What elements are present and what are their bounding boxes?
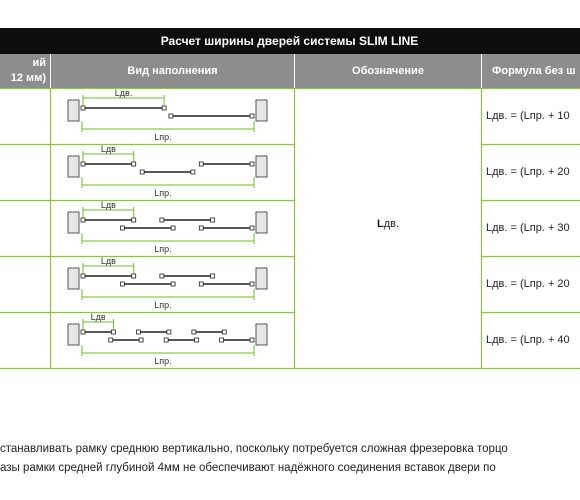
wall-left [68,156,79,177]
door-roller [250,338,254,342]
note-line-1: станавливать рамку среднюю вертикально, поскольку потребуется сложная фрезеровка торцо [0,443,508,455]
header-formula: Формула без ш [482,54,580,88]
door-roller [171,282,175,286]
door-roller [195,338,199,342]
door-roller [162,106,166,110]
door-roller [250,282,254,286]
door-diagram-row-5 [68,312,267,366]
designation-rest: дв. [383,218,400,230]
formula-row-3: Lдв. = (Lпр. + 30 [486,222,570,234]
wall-right [256,100,267,121]
opening-width-label: Lпр. [154,300,172,310]
door-diagram-row-1 [68,88,267,142]
door-roller [132,274,136,278]
door-diagram-row-4 [68,256,267,310]
header-thickness-line2: 12 мм) [10,72,46,84]
wall-left [68,268,79,289]
door-roller [191,170,195,174]
note-line-2: азы рамки средней глубиной 4мм не обеспечивают надёжного соединения вставок двери по [0,462,496,474]
door-width-label: Lдв [100,256,116,266]
door-width-label: Lдв [100,144,116,154]
door-roller [164,338,168,342]
table-title [0,28,580,54]
door-roller [81,330,85,334]
door-roller [167,330,171,334]
header-designation: Обозначение [295,54,481,88]
door-roller [109,338,113,342]
opening-width-label: Lпр. [154,132,172,142]
door-roller [160,218,164,222]
door-diagram-row-3 [68,200,267,254]
door-roller [139,338,143,342]
door-roller [160,274,164,278]
door-roller [81,162,85,166]
table-title-text: Расчет ширины дверей системы SLIM LINE [160,34,419,48]
wall-right [256,324,267,345]
opening-width-label: Lпр. [154,188,172,198]
door-roller [132,218,136,222]
door-roller [169,114,173,118]
door-roller [111,330,115,334]
wall-right [256,212,267,233]
door-roller [120,282,124,286]
door-roller [192,330,196,334]
door-roller [199,162,203,166]
door-width-label: Lдв. [114,88,133,98]
door-roller [81,218,85,222]
header-filling-type: Вид наполнения [51,54,294,88]
wall-right [256,156,267,177]
door-roller [211,218,215,222]
header-thickness-line1: ий [32,57,46,69]
formula-row-2: Lдв. = (Lпр. + 20 [486,166,570,178]
opening-width-label: Lпр. [154,244,172,254]
door-roller [250,162,254,166]
formula-row-5: Lдв. = (Lпр. + 40 [486,334,570,346]
door-roller [136,330,140,334]
door-roller [81,274,85,278]
door-width-label: Lдв [100,200,116,210]
wall-right [256,268,267,289]
wall-left [68,100,79,121]
door-roller [199,282,203,286]
door-diagram-row-2 [68,144,267,198]
wall-left [68,212,79,233]
door-width-label: Lдв [90,312,106,322]
door-roller [211,274,215,278]
door-roller [120,226,124,230]
door-roller [199,226,203,230]
door-roller [250,114,254,118]
designation-cell [295,218,481,236]
door-roller [250,226,254,230]
door-roller [140,170,144,174]
door-roller [222,330,226,334]
door-roller [220,338,224,342]
designation-bold: L [376,218,384,230]
wall-left [68,324,79,345]
formula-row-4: Lдв. = (Lпр. + 20 [486,278,570,290]
door-roller [81,106,85,110]
formula-row-1: Lдв. = (Lпр. + 10 [486,110,570,122]
opening-width-label: Lпр. [154,356,172,366]
door-roller [132,162,136,166]
header-thickness [0,54,50,88]
door-roller [171,226,175,230]
